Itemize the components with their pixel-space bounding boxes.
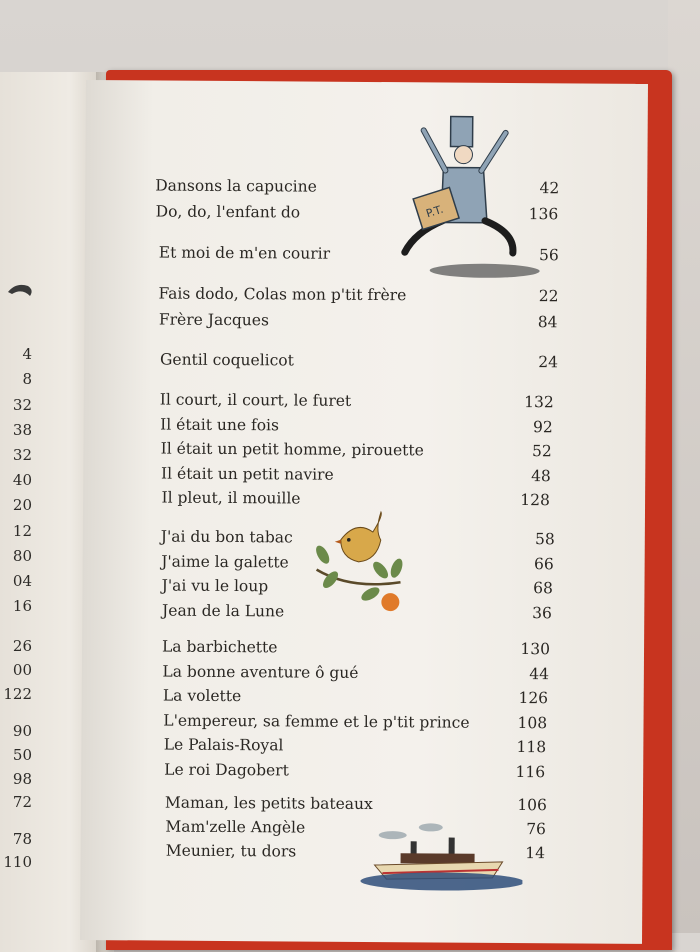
left-page-number: 32 [12,396,32,414]
toc-entry-page-number: 108 [517,713,548,732]
toc-entry-title: La barbichette [161,637,278,657]
toc-entry-page-number: 42 [539,179,560,198]
left-page-number: 98 [12,770,32,788]
toc-entry-title: J'ai vu le loup [161,576,269,596]
toc-entry-title: J'aime la galette [161,552,289,571]
left-page-number: 12 [12,522,32,540]
toc-entry-page-number: 130 [520,640,551,659]
toc-entry-title: L'empereur, sa femme et le p'tit prince [163,711,470,732]
left-page-number: 00 [12,661,32,679]
toc-entry-title: Jean de la Lune [162,601,285,620]
right-page [80,80,648,944]
toc-entry-page-number: 118 [516,738,547,757]
left-page-number: 04 [12,572,32,590]
toc-entry-page-number: 126 [518,689,549,708]
bird-on-branch-illustration-icon [310,510,411,621]
toc-entry-page-number: 36 [532,603,552,622]
toc-entry-page-number: 52 [532,442,552,461]
postman-illustration-icon [395,112,546,288]
left-page-number: 40 [12,471,32,489]
toc-entry-title: Frère Jacques [158,310,269,330]
toc-entry-title: Meunier, tu dors [165,841,297,861]
toc-entry-page-number: 66 [534,554,554,573]
left-page-doodle-icon [6,280,36,300]
toc-entry-title: Il était une fois [160,415,280,434]
left-page-number: 122 [3,685,32,703]
toc-entry-title: Le Palais-Royal [163,735,284,755]
toc-entry-page-number: 48 [531,466,551,485]
toc-entry-page-number: 44 [529,664,550,683]
toc-entry-title: Mam'zelle Angèle [165,817,306,837]
toc-entry-page-number: 68 [533,579,553,598]
toc-entry-title: Maman, les petits bateaux [164,793,373,814]
toc-entry-title: Dansons la capucine [155,176,317,196]
toc-entry-title: Le roi Dagobert [164,760,289,779]
left-page-number: 50 [12,746,32,764]
toc-entry-title: La bonne aventure ô gué [162,662,359,682]
toc-entry-title: J'ai du bon tabac [160,527,293,547]
toc-entry-page-number: 56 [538,246,559,265]
toc-entry-page-number: 136 [528,205,559,224]
toc-entry-page-number: 22 [538,287,559,306]
toc-entry-page-number: 84 [537,313,558,332]
toc-entry-title: Do, do, l'enfant do [155,202,301,222]
left-page-number: 32 [12,446,32,464]
left-page-number: 8 [22,370,32,388]
toc-entry-page-number: 24 [538,353,559,372]
toc-entry-page-number: 14 [525,844,546,863]
toc-entry-title: La volette [162,686,242,706]
toc-entry-title: Il pleut, il mouille [161,488,301,508]
left-page-number: 78 [12,830,32,848]
toc-entry-title: Il était un petit navire [160,464,334,484]
left-page-number: 4 [22,345,32,363]
toc-entry-title: Il était un petit homme, pirouette [160,439,424,460]
steamboat-illustration-icon [352,817,523,893]
toc-entry-page-number: 132 [524,393,554,412]
left-page-number: 90 [12,722,32,740]
toc-entry-title: Il court, il court, le furet [159,390,352,410]
left-page-number: 20 [12,496,32,514]
toc-entry-page-number: 128 [520,491,550,510]
left-page-number: 80 [12,547,32,565]
toc-entry-page-number: 58 [535,530,555,549]
left-page-number: 26 [12,637,32,655]
toc-entry-page-number: 116 [515,762,546,781]
left-page-number: 72 [12,793,32,811]
toc-entry-page-number: 92 [532,417,553,436]
toc-entry-page-number: 106 [517,796,548,815]
toc-entry-title: Fais dodo, Colas mon p'tit frère [158,284,407,305]
toc-entry-title: Et moi de m'en courir [158,243,331,263]
left-page-number: 16 [12,597,32,615]
left-page-number: 38 [12,421,32,439]
postman-bag-label: P.T. [424,202,445,221]
background-wall [668,0,700,933]
toc-entry-title: Gentil coquelicot [159,350,294,370]
toc-entry-page-number: 76 [526,820,547,839]
left-page-number: 110 [3,853,32,871]
